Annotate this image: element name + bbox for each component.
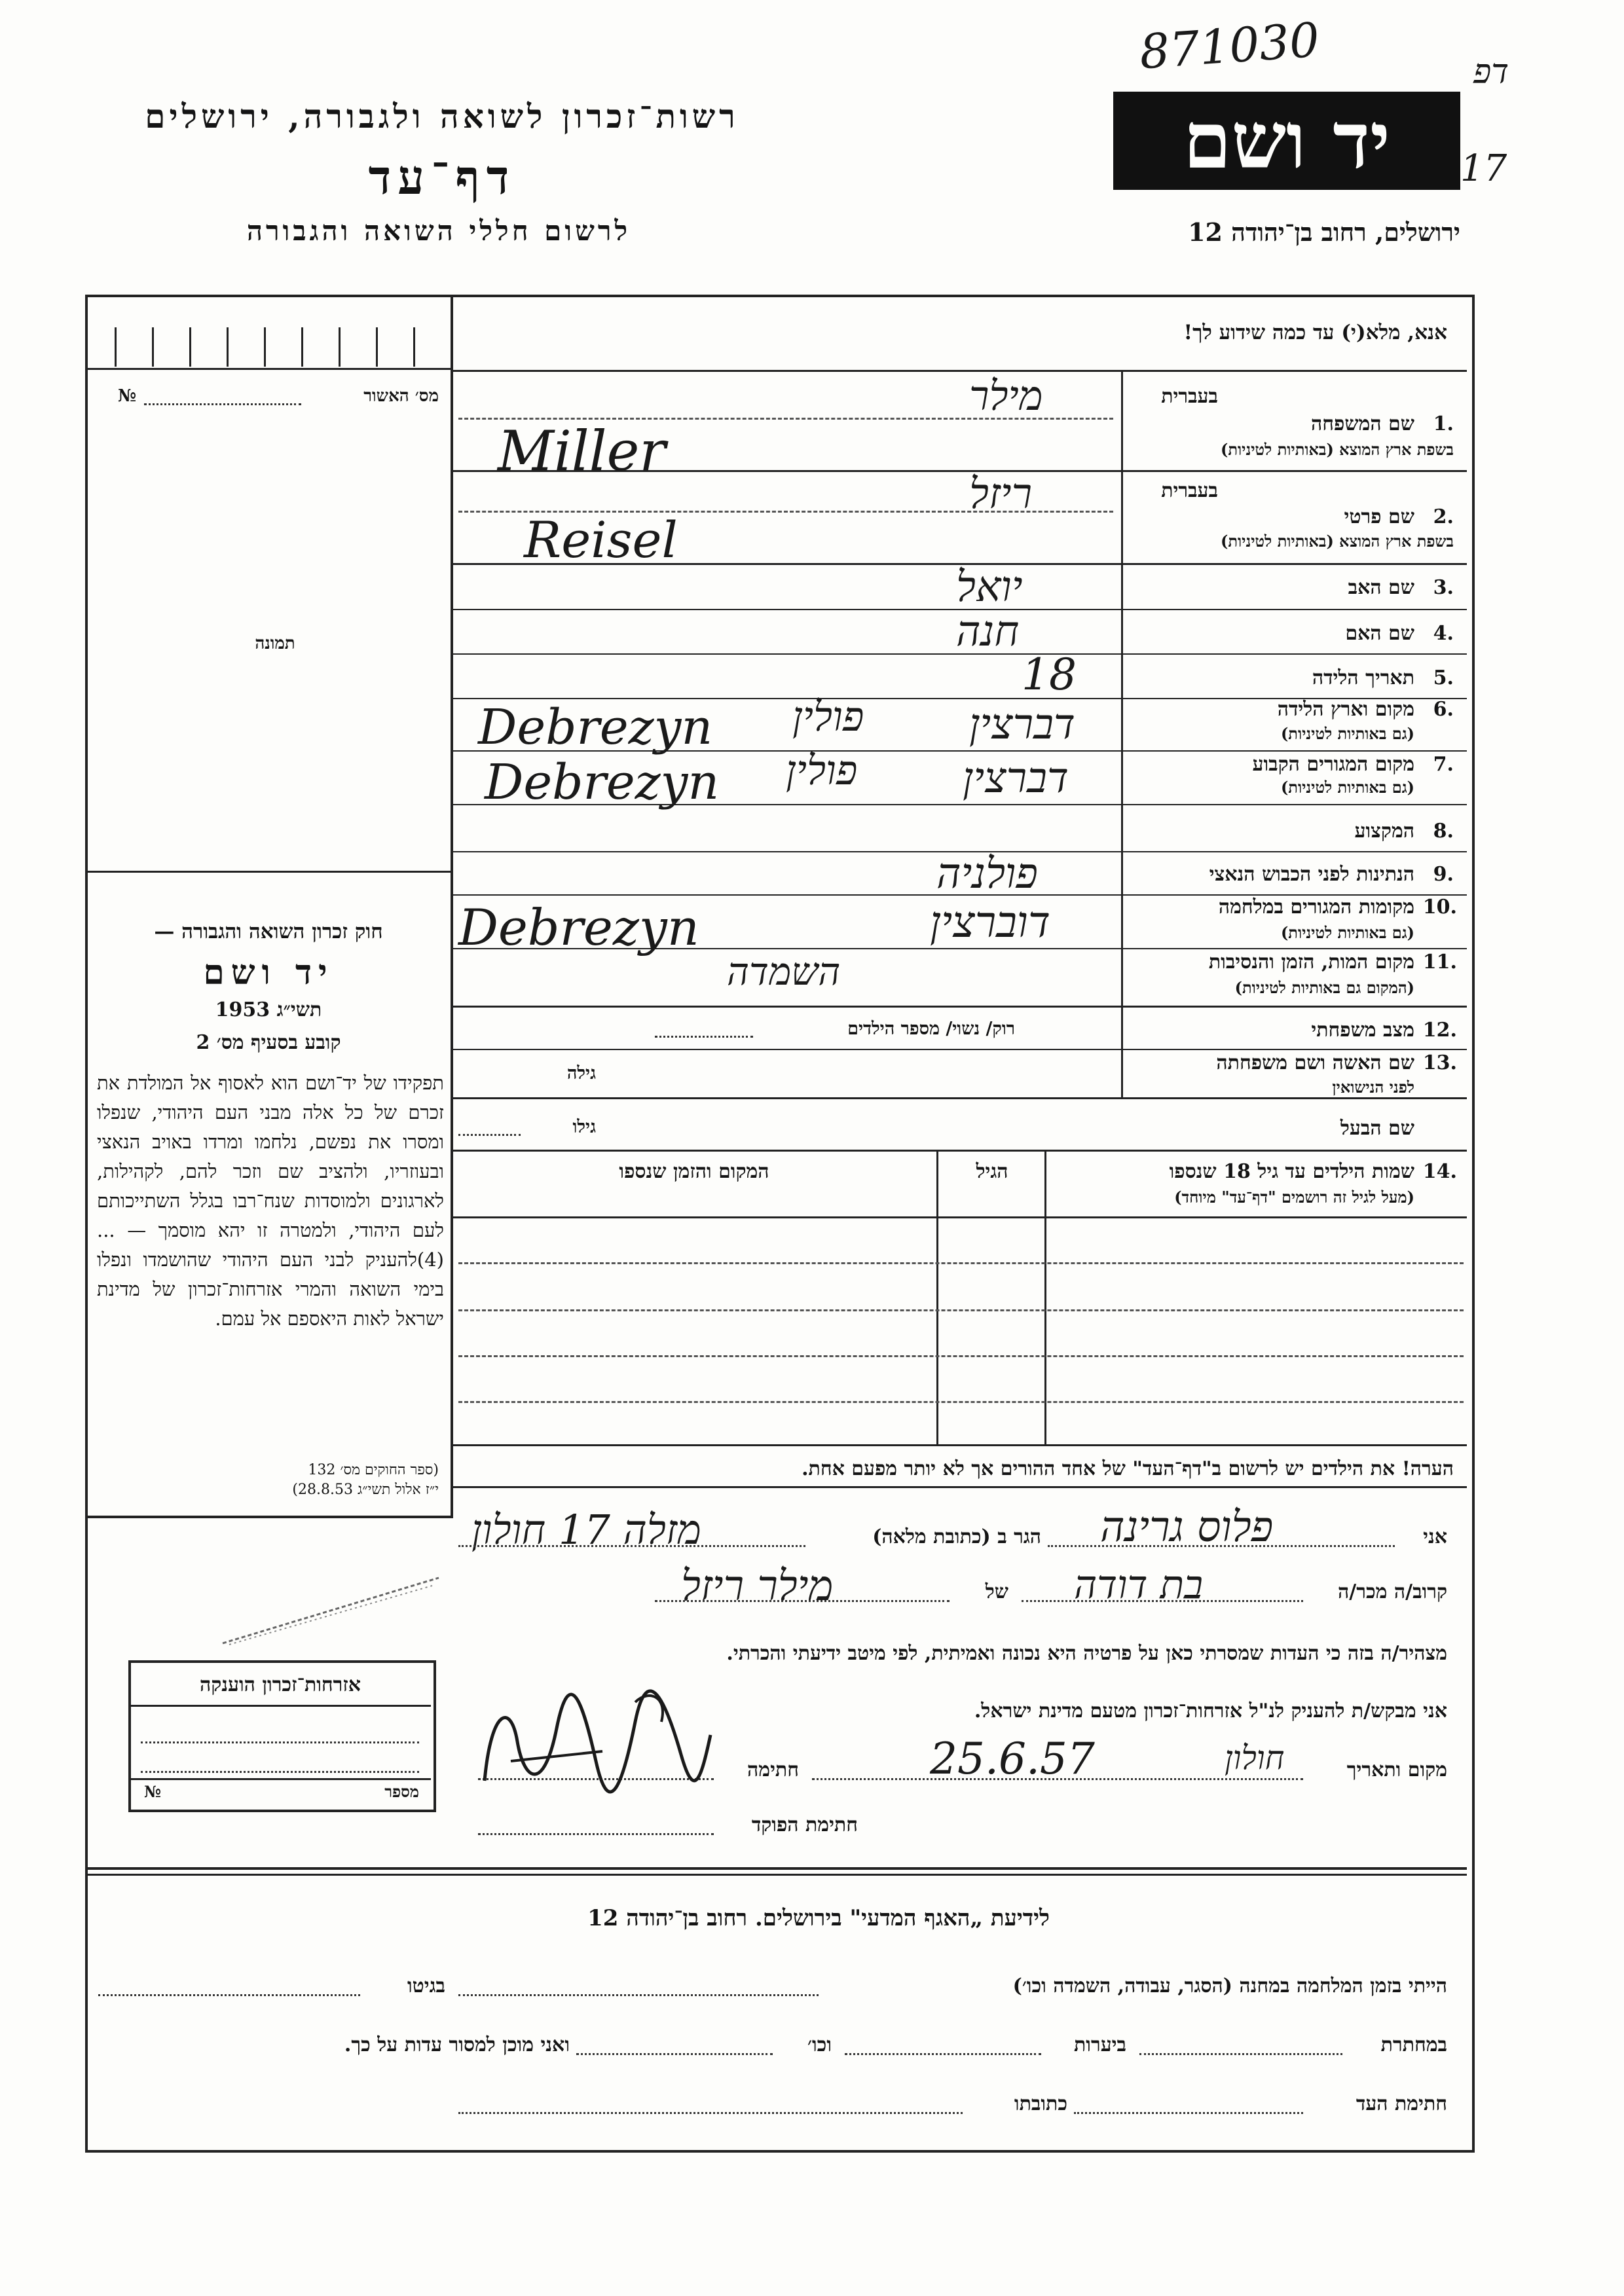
field-7-latin-hint: (גם באותיות לטיניות) [1280, 778, 1414, 797]
birthplace-hebrew-hw: דברצין [969, 701, 1075, 749]
field-6-num: 6. [1433, 698, 1454, 721]
field-1-label: שם המשפחה [1310, 412, 1414, 435]
record-number: 871030 [1137, 12, 1321, 80]
wife-age-label: גילה [566, 1063, 596, 1084]
field-13-label: שם האשה ושם משפחתה [1216, 1051, 1414, 1074]
husband-age-label: גילו [572, 1117, 596, 1137]
field-4-num: 4. [1433, 622, 1454, 645]
children-col-place: המקום והזמן שנספו [619, 1160, 769, 1183]
field-13-num: 13. [1422, 1051, 1457, 1074]
form-title: דף־עד [368, 149, 516, 205]
instruction: אנא, מלא(י) עד כמה שידוע לך! [1183, 321, 1447, 344]
field-8-label: המקצוע [1354, 820, 1414, 843]
field-9-num: 9. [1433, 863, 1454, 886]
children-sub: (מעל לגיל זה רושמים "דף־עד" מיוחד) [1174, 1188, 1414, 1207]
husband-label: שם הבעל [1340, 1117, 1414, 1140]
field-2-num: 2. [1433, 505, 1454, 528]
corner-mark: דפ [1473, 52, 1509, 92]
law-name: יד ושם [203, 953, 334, 993]
decl-place-date-label: מקום ותאריך [1346, 1758, 1447, 1781]
bottom-title: לידיעת „האגף המדעי" בירושלים. רחוב בן־יהודה 12 [587, 1905, 1050, 1931]
decl-address-hw: מזלה 17 חולון [471, 1506, 701, 1554]
yad-vashem-logo: יד ושם [1113, 92, 1460, 190]
citizenship-number-label: מספר [384, 1782, 419, 1801]
children-num: 14. [1422, 1160, 1457, 1183]
field-8-num: 8. [1433, 820, 1454, 843]
citizenship-number-sign: № [144, 1782, 162, 1801]
witness-signature [471, 1683, 720, 1813]
law-text: תפקידו של יד־ושם הוא לאסוף אל המולדת את זכרם של כל אלה מבני העם היהודי, שנפלו ומסרו את נפשם, נלחמו ומרדו באויב הנאצי ובעוזריו, ולהציב שם וזכר להם, לקהילות, לארגונים ולמוסדות שנח־רבו בגלל השתייכותם לעם היהודי, ולמטרה זו יהא מוסמך — ...(4)להעניק לבני העם היהודי שהושמדו ונפלו בימי השואה והמרי אזרחות־זכרון של מדינת ישראל לאות היאספם אל עמם. [97, 1072, 444, 1330]
field-10-num: 10. [1422, 896, 1457, 919]
children-label: שמות הילדים עד גיל 18 שנספו [1169, 1160, 1414, 1183]
field-12-num: 12. [1422, 1019, 1457, 1042]
field-2-label: שם פרטי [1344, 505, 1414, 528]
field-7-label: מקום המגורים הקבוע [1252, 753, 1414, 776]
bottom-line1: הייתי בזמן המלחמה במחנה (הסגר, עבודה, השמדה וכו׳) [1012, 1975, 1447, 1997]
law-title: חוק זכרון השואה והגבורה — [154, 920, 383, 943]
wartime-residence-hebrew-hw: דוברצין [930, 897, 1050, 947]
citizenship-hw: פולניה [936, 850, 1038, 898]
bottom-ghetto: בגיטו [407, 1975, 445, 1997]
field-1-num: 1. [1433, 412, 1454, 435]
field-12-options: רוק/ נשוי/ מספר הילדים [847, 1019, 1015, 1039]
note: הערה! את הילדים יש לרשום ב"דף־העד" של אחד ההורים אך לא יותר מפעם אחת. [802, 1457, 1454, 1480]
field-6-label: מקום וארץ הלידה [1277, 698, 1414, 721]
birthplace-latin-hw: Debrezyn [478, 699, 713, 756]
form-subtitle: לרשום חללי השואה והגבורה [246, 215, 631, 247]
birth-date-hw: 18 [1022, 649, 1077, 700]
corner-digits: 17 [1460, 147, 1507, 190]
surname-hebrew-hw: מילר [969, 372, 1043, 420]
field-10-latin-hint: (גם באותיות לטיניות) [1280, 923, 1414, 942]
bottom-forests: ביערות [1073, 2033, 1126, 2056]
decl-statement: מצהיר/ה בזה כי העדות שמסרתי כאן על פרטיה היא נכונה ואמיתית, לפי מיטב ידיעתי והכרתי. [726, 1642, 1447, 1665]
decl-date-hw: 25.6.57 [930, 1734, 1095, 1784]
bottom-etc: וכו׳ [807, 2033, 832, 2056]
law-section: קובע בסעיף מס׳ 2 [196, 1031, 341, 1054]
decl-relation-label: קרוב/ה מכר/ה [1338, 1580, 1447, 1603]
field-4-label: שם האם [1345, 622, 1414, 645]
children-col-age: הגיל [976, 1160, 1008, 1183]
field-2-latin-hint: בשפת ארץ המוצא (באותיות לטיניות) [1221, 532, 1454, 551]
field-11-num: 11. [1422, 951, 1457, 974]
bottom-hiding: במחתרת [1380, 2033, 1447, 2056]
field-2-hebrew: בעברית [1161, 479, 1218, 502]
firstname-hebrew-hw: ריזל [969, 470, 1032, 519]
field-5-label: תאריך הלידה [1312, 666, 1414, 689]
mother-name-hw: חנה [956, 608, 1020, 656]
pencil-scribble [216, 1571, 445, 1650]
field-1-latin-hint: בשפת ארץ המוצא (באותיות לטיניות) [1221, 440, 1454, 459]
decl-request: אני מבקש/ת להעניק לנ"ל אזרחות־זכרון מטעם מדינת ישראל. [974, 1700, 1447, 1722]
field-9-label: הנתינות לפני הכבוש הנאצי [1209, 863, 1414, 886]
decl-of-hw: מילר ריזל [681, 1562, 834, 1611]
field-1-hebrew: בעברית [1161, 385, 1218, 408]
decl-name-hw: פלוס גרינה [1100, 1503, 1274, 1552]
birthplace-country-hw: פולין [792, 693, 864, 740]
bottom-address: כתובתו [1014, 2092, 1067, 2115]
law-year: תשי״ג 1953 [215, 998, 322, 1021]
decl-relation-hw: בת דודה [1074, 1562, 1204, 1608]
residence-country-hw: פולין [786, 746, 858, 794]
death-place-hw: השמדה [727, 949, 841, 994]
field-13-sub: לפני הנישואין [1332, 1078, 1414, 1097]
citizenship-title: אזרחות־זכרון הוענקה [199, 1673, 361, 1696]
field-3-label: שם האב [1348, 576, 1414, 599]
bottom-ready: ואני מוכן למסור עדות על כך. [344, 2033, 570, 2056]
field-10-label: מקומות המגורים במלחמה [1218, 896, 1414, 919]
org-name: רשות־זכרון לשואה ולגבורה, ירושלים [145, 97, 739, 136]
decl-i-label: אני [1423, 1525, 1447, 1548]
residence-latin-hw: Debrezyn [485, 754, 720, 811]
wartime-residence-latin-hw: Debrezyn [458, 898, 699, 957]
father-name-hw: יואל [956, 563, 1023, 611]
firstname-latin-hw: Reisel [524, 511, 678, 569]
address: ירושלים, רחוב בן־יהודה 12 [1188, 217, 1460, 247]
field-11-sub: (המקום גם באותיות לטיניות) [1234, 978, 1414, 997]
residence-hebrew-hw: דברצין [963, 754, 1069, 803]
photo-label: תמונה [255, 634, 295, 653]
decl-officer-label: חתימת הפוקד [751, 1813, 858, 1836]
decl-resides-label: הגר ב (כתובת מלאה) [872, 1525, 1041, 1548]
field-7-num: 7. [1433, 753, 1454, 776]
field-11-label: מקום המות, הזמן והנסיבות [1208, 951, 1414, 974]
law-ref-2: י״ז אלול תשי״ג 28.8.53) [292, 1482, 439, 1498]
field-3-num: 3. [1433, 576, 1454, 599]
field-6-latin-hint: (גם באותיות לטיניות) [1280, 724, 1414, 743]
decl-place-hw: חולון [1225, 1739, 1285, 1777]
field-5-num: 5. [1433, 666, 1454, 689]
approval-number-sign: № [118, 386, 137, 406]
surname-latin-hw: Miller [498, 419, 666, 483]
decl-signature-label: חתימה [747, 1758, 799, 1781]
bottom-witness-sig: חתימת העד [1356, 2092, 1447, 2115]
decl-of-label: של [985, 1580, 1008, 1603]
approval-label: מס׳ האשור [363, 386, 439, 406]
field-12-label: מצב משפחתי [1311, 1019, 1414, 1042]
law-ref-1: (ספר החוקים מס׳ 132 [308, 1462, 439, 1478]
